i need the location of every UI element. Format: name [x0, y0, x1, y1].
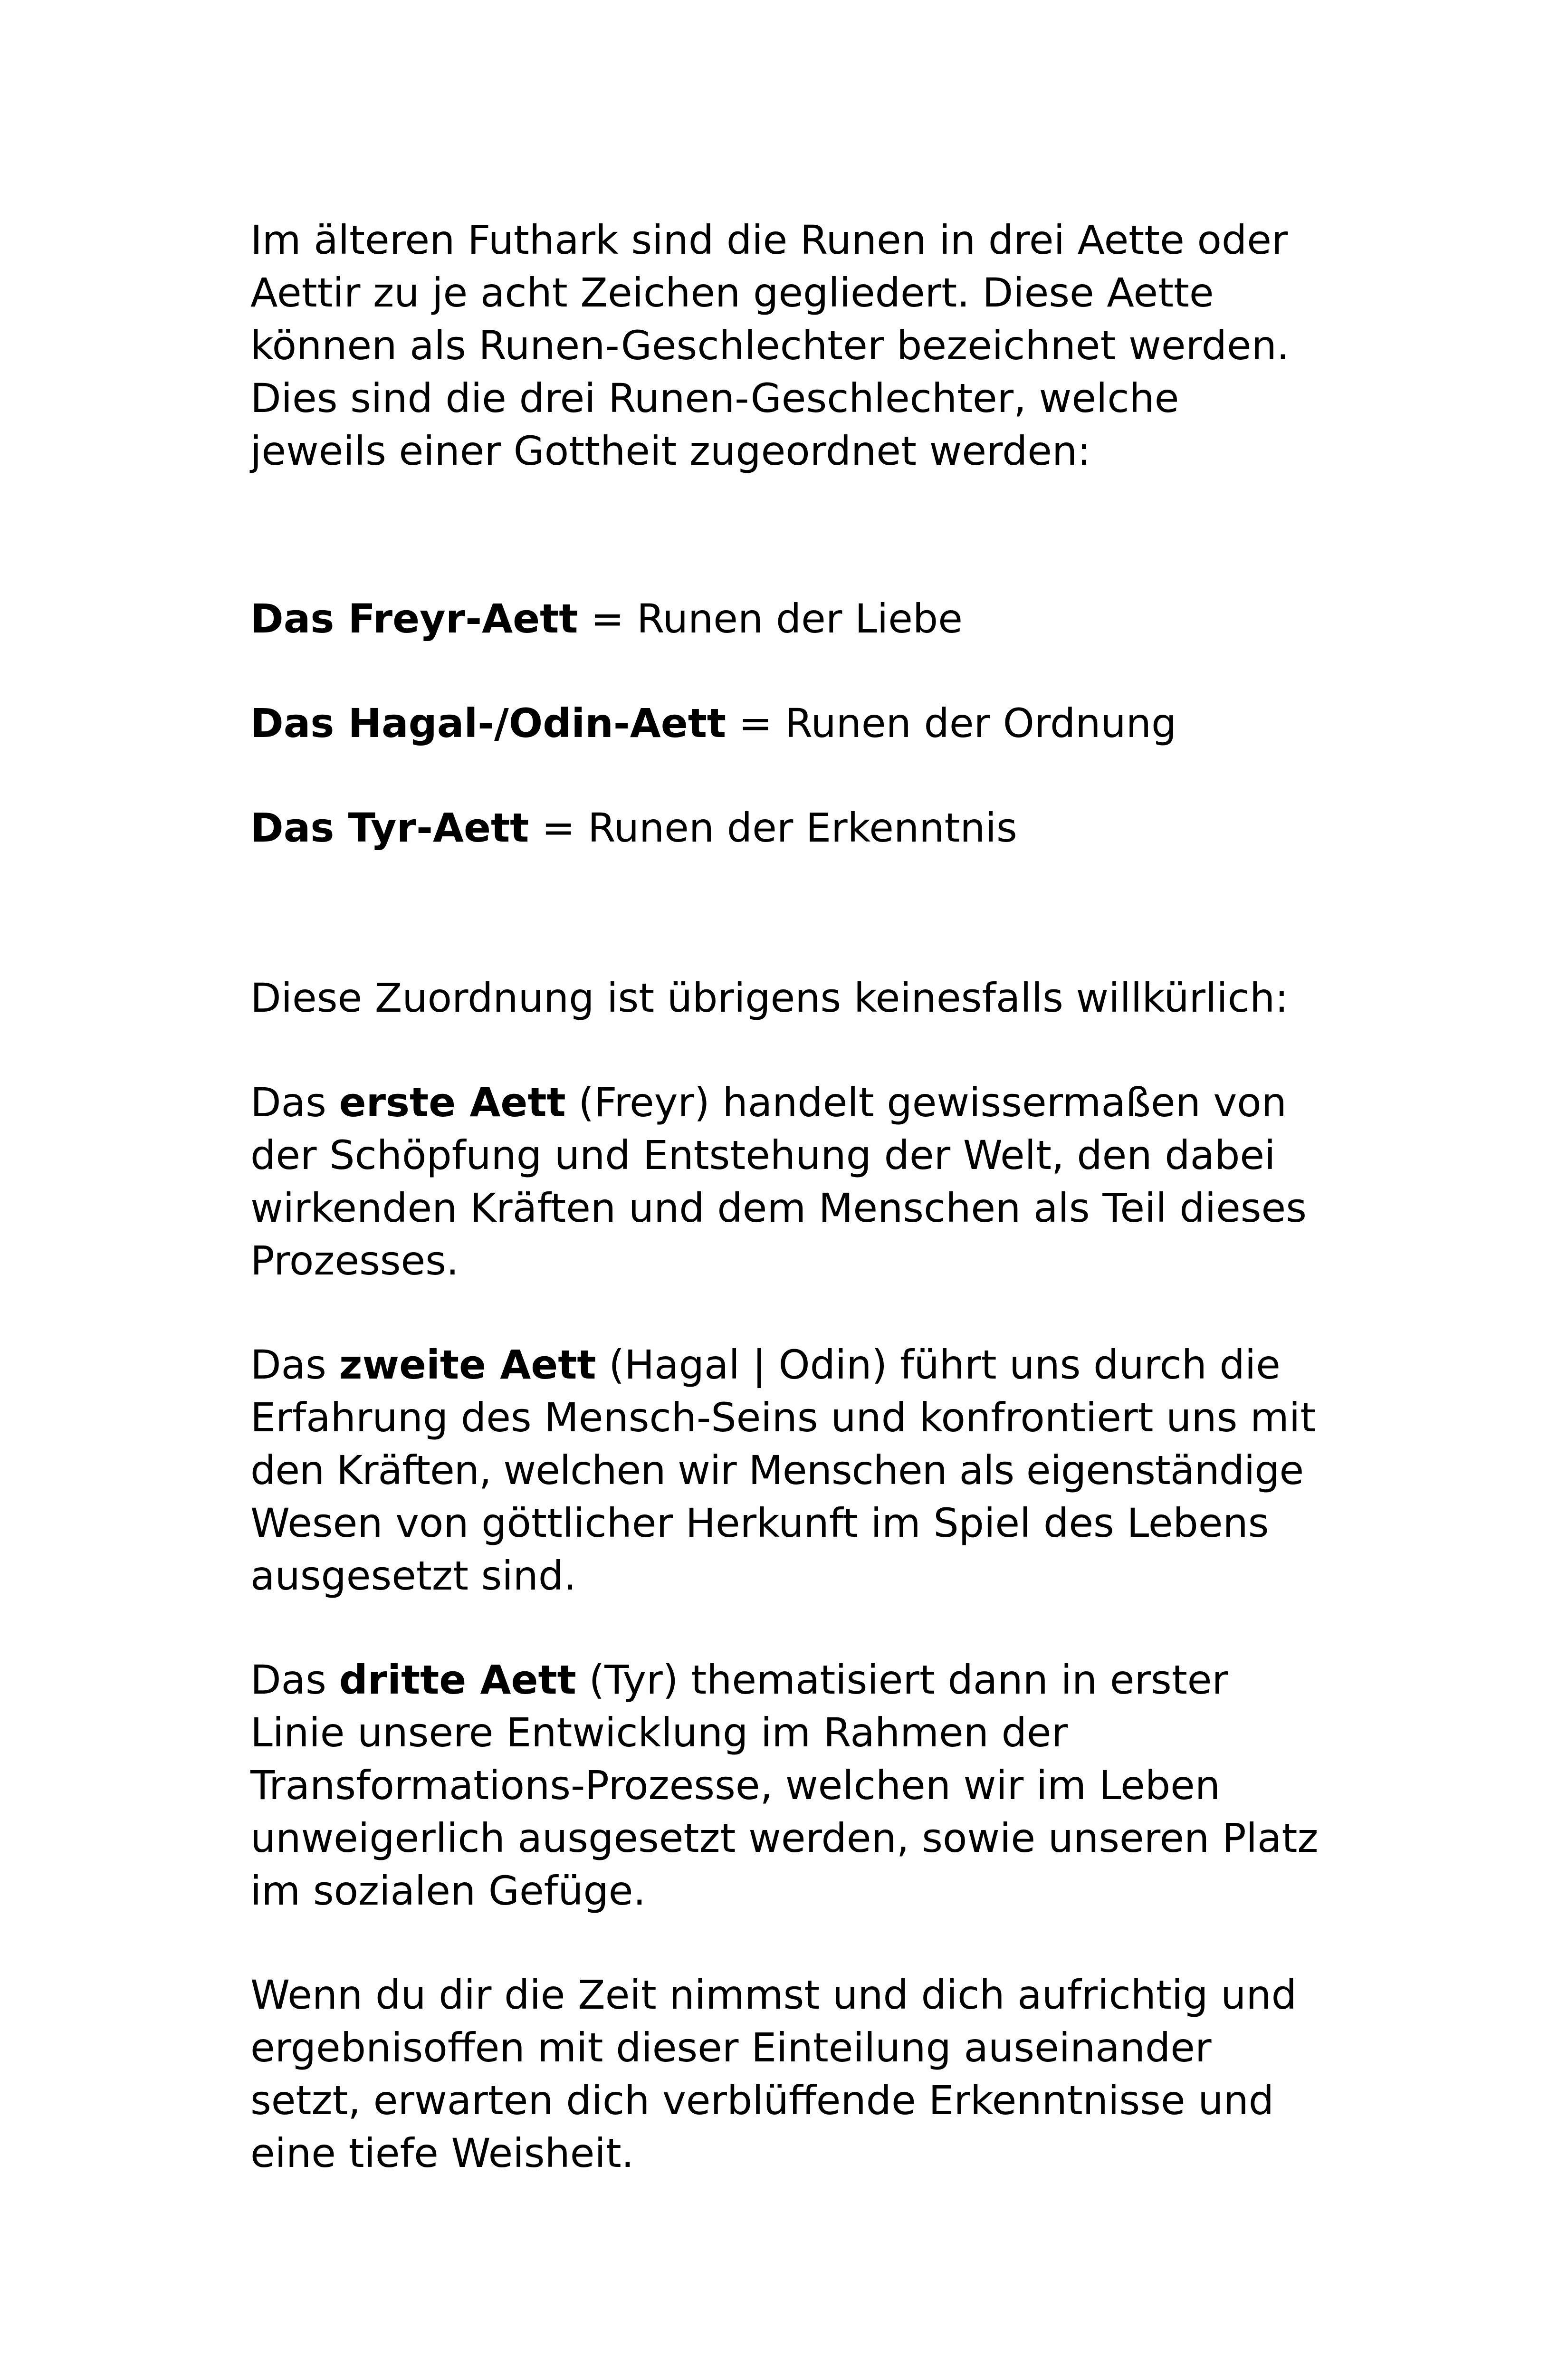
text-line: der Schöpfung und Entstehung der Welt, den dabei [250, 1132, 1276, 1178]
text-line: wirkenden Kräften und dem Menschen als Teil dieses [250, 1185, 1307, 1231]
text-line: Transformations-Prozesse, welchen wir im Leben [250, 1762, 1221, 1809]
text-line: setzt, erwarten dich verblüffende Erkenntnisse und [250, 2077, 1274, 2124]
text-line: Diese Zuordnung ist übrigens keinesfalls willkürlich: [250, 975, 1289, 1021]
text-line: im sozialen Gefüge. [250, 1868, 646, 1914]
aett-name: Das Freyr-Aett [250, 595, 578, 642]
text-line: Wesen von göttlicher Herkunft im Spiel des Lebens [250, 1500, 1269, 1546]
aett-hagal-odin-line [250, 697, 1176, 750]
first-aett-label: erste Aett [339, 1079, 566, 1126]
aett-freyr-line [250, 593, 963, 645]
text-line: Dies sind die drei Runen-Geschlechter, welche [250, 375, 1179, 422]
text-line: den Kräften, welchen wir Menschen als eigenständige [250, 1447, 1304, 1494]
text-line: Aettir zu je acht Zeichen gegliedert. Diese Aette [250, 269, 1214, 316]
aett-tyr-line [250, 802, 1017, 854]
text-line: Wenn du dir die Zeit nimmst und dich aufrichtig und [250, 1972, 1297, 2018]
text-line: können als Runen-Geschlechter bezeichnet werden. [250, 322, 1290, 369]
first-aett-paragraph: Das erste Aett (Freyr) handelt gewissermaßen von der Schöpfung und Entstehung der Welt, den dabei wirkenden Kräften und dem Menschen als Teil dieses Prozesses. [250, 1076, 1307, 1287]
text-line: ergebnisoffen mit dieser Einteilung auseinander [250, 2024, 1212, 2071]
text-line: jeweils einer Gottheit zugeordnet werden: [250, 428, 1091, 474]
aett-meaning: = Runen der Ordnung [726, 700, 1177, 747]
intro-paragraph [250, 214, 1290, 478]
text-line: Linie unsere Entwicklung im Rahmen der [250, 1709, 1068, 1756]
assignment-intro [250, 972, 1289, 1025]
text-line: unweigerlich ausgesetzt werden, sowie unseren Platz [250, 1815, 1319, 1861]
aett-name: Das Hagal-/Odin-Aett [250, 700, 727, 747]
text-line: Im älteren Futhark sind die Runen in drei Aette oder [250, 217, 1288, 263]
text-line: Erfahrung des Mensch-Seins und konfrontiert uns mit [250, 1394, 1316, 1441]
second-aett-label: zweite Aett [339, 1341, 596, 1388]
third-aett-paragraph: Das dritte Aett (Tyr) thematisiert dann in erster Linie unsere Entwicklung im Rahmen der Transformations-Prozesse, welchen wir im Leben unweigerlich ausgesetzt werden, sowie unseren Platz im sozialen Gefüge. [250, 1654, 1319, 1917]
third-aett-label: dritte Aett [339, 1657, 576, 1703]
text-line: ausgesetzt sind. [250, 1552, 576, 1599]
closing-paragraph [250, 1969, 1297, 2180]
text-line: Prozesses. [250, 1237, 459, 1284]
aett-name: Das Tyr-Aett [250, 805, 529, 851]
text-line: eine tiefe Weisheit. [250, 2130, 634, 2176]
second-aett-paragraph: Das zweite Aett (Hagal | Odin) führt uns durch die Erfahrung des Mensch-Seins und konfrontiert uns mit den Kräften, welchen wir Menschen als eigenständige Wesen von göttlicher Herkunft im Spiel des Lebens ausgesetzt sind. [250, 1339, 1316, 1602]
aett-meaning: = Runen der Liebe [578, 595, 963, 642]
aett-meaning: = Runen der Erkenntnis [529, 805, 1017, 851]
